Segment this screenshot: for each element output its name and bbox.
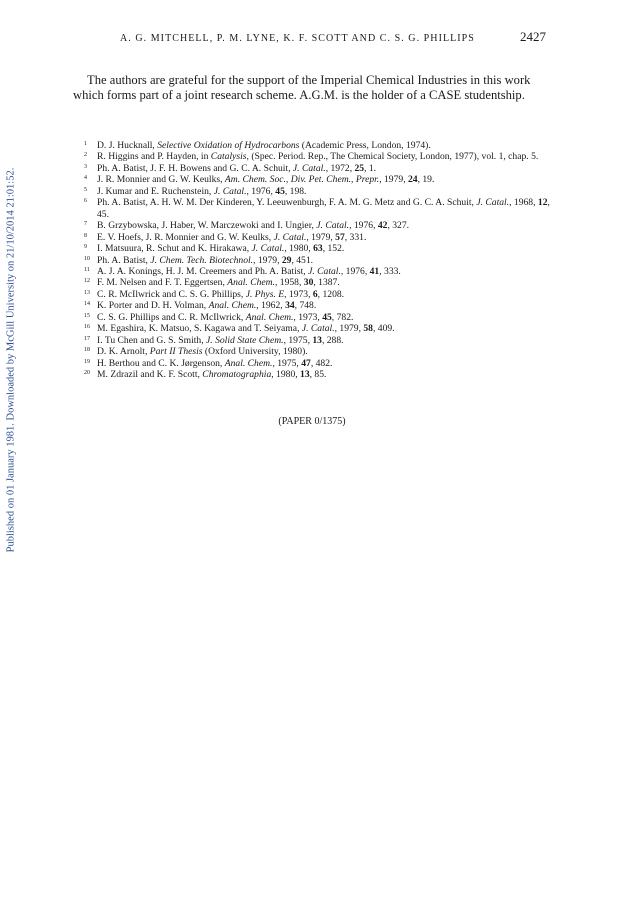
reference-text: , 782.: [331, 311, 354, 323]
reference-number: 16: [84, 324, 90, 331]
reference-text: , 1979,: [379, 174, 408, 186]
reference-volume: 24: [407, 174, 418, 186]
reference-number: 13: [84, 289, 90, 296]
reference-item: [84, 289, 552, 300]
reference-text: , 409.: [372, 323, 395, 335]
reference-volume: 45: [275, 185, 285, 197]
reference-item: [84, 266, 552, 277]
running-header: [120, 30, 546, 46]
reference-text: J. R. Monnier and G. W. Keulks,: [97, 174, 225, 186]
reference-number: 14: [84, 301, 90, 308]
reference-text: , 1972,: [325, 162, 355, 174]
reference-text: F. M. Nelsen and F. T. Eggertsen,: [97, 277, 228, 289]
reference-number: 4: [84, 175, 87, 182]
reference-item: [84, 358, 552, 369]
reference-volume: 47: [301, 357, 311, 369]
acknowledgement-paragraph: The authors are grateful for the support of the Imperial Chemical Industries in this work which forms part of a joint research scheme. A.G.M. is the holder of a CASE studentship.: [73, 73, 531, 103]
reference-text: , 1976,: [246, 185, 276, 197]
reference-text: , 748.: [294, 300, 317, 312]
reference-italic-text: Part II Thesis: [149, 346, 203, 358]
reference-text: C. S. G. Phillips and C. R. McIlwrick,: [97, 311, 246, 323]
reference-volume: 45: [322, 311, 332, 323]
reference-number: 17: [84, 335, 90, 342]
reference-list: [84, 140, 552, 381]
reference-text: , 1976,: [340, 265, 370, 277]
reference-italic-text: J. Catal.: [213, 185, 247, 197]
reference-text: R. Higgins and P. Hayden, in: [97, 151, 211, 163]
reference-item: [84, 369, 552, 380]
reference-volume: 25: [354, 162, 365, 174]
reference-volume: 29: [281, 254, 292, 266]
reference-italic-text: Selective Oxidation of Hydrocarbons: [157, 140, 300, 151]
reference-italic-text: J. Catal.: [301, 323, 335, 335]
reference-text: , 1973,: [284, 288, 313, 300]
reference-italic-text: Am. Chem. Soc., Div. Pet. Chem., Prepr.: [224, 174, 380, 186]
reference-number: 11: [84, 266, 90, 273]
reference-text: D. J. Hucknall,: [97, 140, 158, 151]
reference-text: , 1979,: [306, 231, 336, 243]
reference-item: [84, 323, 552, 334]
reference-text: D. K. Arnolt,: [97, 346, 150, 358]
reference-text: , 1962,: [256, 300, 286, 312]
reference-text: , 1958,: [274, 277, 304, 289]
reference-volume: 30: [303, 277, 314, 289]
reference-text: , 1979,: [334, 323, 364, 335]
reference-text: I. Tu Chen and G. S. Smith,: [97, 334, 207, 346]
reference-item: [84, 277, 552, 288]
reference-item: [84, 151, 552, 162]
reference-text: Ph. A. Batist, A. H. W. M. Der Kinderen, Y. Leeuwenburgh, F. A. M. G. Metz and G. C. A. Schuit,: [97, 197, 477, 209]
reference-item: [84, 243, 552, 254]
reference-text: M. Egashira, K. Matsuo, S. Kagawa and T. Seiyama,: [97, 323, 302, 335]
reference-number: 2: [84, 152, 87, 159]
reference-item: [84, 312, 552, 323]
reference-text: , 1208.: [317, 288, 345, 300]
reference-text: , 1980,: [284, 243, 314, 255]
reference-volume: 13: [300, 369, 310, 381]
reference-italic-text: J. Catal.: [292, 162, 326, 174]
publication-download-note[interactable]: Published on 01 January 1981. Downloaded by McGill University on 21/10/2014 21:01:52.: [5, 167, 17, 553]
reference-italic-text: J. Catal.: [476, 197, 510, 209]
reference-italic-text: J. Catal.: [251, 243, 285, 255]
reference-item: [84, 197, 552, 220]
reference-italic-text: J. Catal.: [308, 265, 341, 277]
reference-number: 8: [84, 232, 87, 239]
reference-text: I. Matsuura, R. Schut and K. Hirakawa,: [97, 243, 252, 255]
reference-italic-text: J. Catal.: [273, 231, 307, 243]
reference-item: [84, 232, 552, 243]
reference-italic-text: J. Phys. E: [245, 288, 285, 300]
reference-text: Ph. A. Batist,: [97, 254, 151, 266]
reference-italic-text: Anal. Chem.: [208, 300, 257, 312]
reference-text: , 1975,: [283, 334, 313, 346]
reference-text: (Oxford University, 1980).: [202, 346, 308, 358]
reference-volume: 63: [313, 243, 323, 255]
reference-text: , 85.: [309, 369, 327, 381]
paper-number: (PAPER 0/1375): [278, 416, 346, 427]
reference-number: 1: [84, 141, 87, 147]
reference-text: E. V. Hoefs, J. R. Monnier and G. W. Keulks,: [97, 231, 274, 243]
reference-text: , 1968,: [509, 197, 538, 209]
reference-item: [84, 220, 552, 231]
reference-volume: 12: [537, 197, 548, 209]
reference-volume: 41: [369, 265, 380, 277]
reference-text: M. Zdrazil and K. F. Scott,: [97, 369, 203, 381]
reference-text: , 331.: [344, 231, 367, 243]
reference-item: [84, 255, 552, 266]
reference-number: 10: [84, 255, 90, 262]
reference-text: , (Spec. Period. Rep., The Chemical Society, London, 1977), vol. 1, chap. 5.: [246, 151, 539, 163]
reference-text: (Academic Press, London, 1974).: [299, 140, 431, 151]
reference-number: 9: [84, 244, 87, 251]
reference-text: , 1.: [364, 162, 377, 174]
download-provenance-sidebar: [0, 0, 22, 912]
reference-text: , 152.: [322, 243, 345, 255]
reference-number: 18: [84, 347, 90, 354]
reference-number: 7: [84, 221, 87, 228]
reference-text: B. Grzybowska, J. Haber, W. Marczewoki and I. Ungier,: [97, 220, 317, 232]
reference-text: , 288.: [321, 334, 344, 346]
page-number: 2427: [520, 29, 546, 44]
reference-text: , 1387.: [313, 277, 340, 289]
reference-item: [84, 163, 552, 174]
reference-text: , 451.: [291, 254, 314, 266]
reference-number: 6: [84, 198, 87, 205]
reference-text: A. J. A. Konings, H. J. M. Creemers and Ph. A. Batist,: [97, 265, 309, 277]
reference-italic-text: J. Catal.: [316, 220, 350, 232]
reference-text: , 19.: [417, 174, 435, 186]
reference-volume: 42: [377, 220, 388, 232]
reference-volume: 34: [285, 300, 295, 312]
reference-italic-text: J. Solid State Chem.: [206, 334, 284, 346]
reference-text: H. Berthou and C. K. Jørgenson,: [97, 357, 225, 369]
reference-text: , 333.: [379, 265, 401, 277]
reference-number: 15: [84, 312, 90, 319]
reference-text: , 1975,: [272, 357, 302, 369]
reference-italic-text: Anal. Chem.: [224, 357, 273, 369]
reference-number: 12: [84, 278, 90, 285]
reference-item: [84, 174, 552, 185]
reference-text: K. Porter and D. H. Volman,: [97, 300, 209, 312]
reference-text: , 1973,: [293, 311, 323, 323]
header-authors: A. G. MITCHELL, P. M. LYNE, K. F. SCOTT AND C. S. G. PHILLIPS: [120, 33, 475, 44]
reference-text: , 45.: [97, 197, 550, 220]
reference-number: 19: [84, 358, 90, 365]
reference-italic-text: Catalysis: [210, 151, 247, 163]
reference-volume: 57: [335, 231, 345, 243]
reference-number: 3: [84, 163, 87, 170]
reference-italic-text: J. Chem. Tech. Biotechnol.: [150, 254, 254, 266]
reference-item: [84, 300, 552, 311]
reference-number: 20: [84, 370, 90, 377]
reference-item: [84, 346, 552, 357]
reference-item: [84, 140, 552, 151]
reference-text: C. R. McIlwrick and C. S. G. Phillips,: [97, 288, 246, 300]
reference-number: 5: [84, 186, 87, 193]
reference-text: , 1979,: [253, 254, 282, 266]
reference-item: [84, 186, 552, 197]
reference-text: , 327.: [387, 220, 410, 232]
reference-italic-text: Anal. Chem.: [227, 277, 275, 289]
reference-volume: 6: [312, 288, 318, 300]
reference-text: , 1976,: [349, 220, 378, 232]
reference-text: J. Kumar and E. Ruchenstein,: [97, 185, 214, 197]
reference-italic-text: Anal. Chem.: [245, 311, 294, 323]
reference-item: [84, 335, 552, 346]
reference-volume: 58: [363, 323, 373, 335]
reference-text: Ph. A. Batist, J. F. H. Bowens and G. C. A. Schuit,: [97, 162, 293, 174]
reference-text: , 482.: [310, 357, 333, 369]
reference-text: , 198.: [284, 185, 307, 197]
reference-italic-text: Chromatographia: [202, 369, 272, 381]
reference-text: , 1980,: [271, 369, 301, 381]
reference-volume: 13: [312, 334, 322, 346]
